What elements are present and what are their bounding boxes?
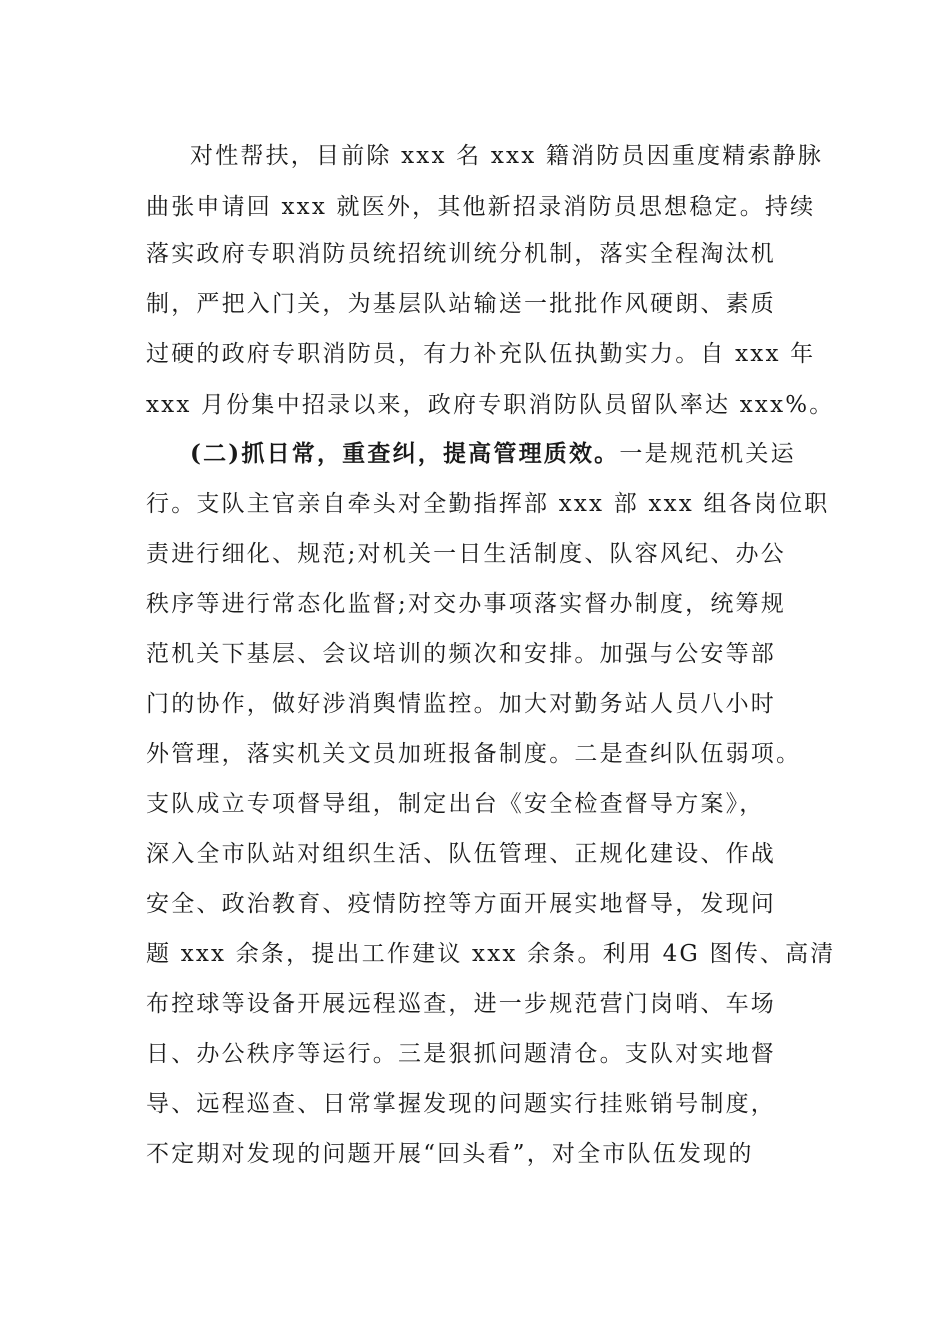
paragraph-heading-line bbox=[190, 430, 816, 478]
text-line: 曲张申请回 xxx 就医外，其他新招录消防员思想稳定。持续 bbox=[146, 194, 816, 220]
text-line: xxx 月份集中招录以来，政府专职消防队员留队率达 xxx%。 bbox=[146, 392, 835, 418]
text-line: 责进行细化、规范;对机关一日生活制度、队容风纪、办公 bbox=[146, 541, 786, 567]
text-line: 外管理，落实机关文员加班报备制度。二是查纠队伍弱项。 bbox=[146, 741, 802, 767]
text-line: 行。支队主官亲自牵头对全勤指挥部 xxx 部 xxx 组各岗位职 bbox=[146, 491, 830, 517]
text-line: 秩序等进行常态化监督;对交办事项落实督办制度，统筹规 bbox=[146, 591, 786, 617]
text-line: 题 xxx 余条，提出工作建议 xxx 余条。利用 4G 图传、高清 bbox=[146, 941, 836, 967]
text-line: 安全、政治教育、疫情防控等方面开展实地督导，发现问 bbox=[146, 891, 776, 917]
text-line: 深入全市队站对组织生活、队伍管理、正规化建设、作战 bbox=[146, 841, 776, 867]
text-span: 一是规范机关运 bbox=[619, 441, 796, 467]
text-line: 落实政府专职消防员统招统训统分机制，落实全程淘汰机 bbox=[146, 241, 776, 267]
text-line: 对性帮扶，目前除 xxx 名 xxx 籍消防员因重度精索静脉 bbox=[190, 143, 824, 169]
text-line: 导、远程巡查、日常掌握发现的问题实行挂账销号制度， bbox=[146, 1091, 776, 1117]
text-line: 范机关下基层、会议培训的频次和安排。加强与公安等部 bbox=[146, 641, 776, 667]
text-line: 不定期对发现的问题开展“回头看”，对全市队伍发现的 bbox=[146, 1141, 754, 1167]
text-line: 日、办公秩序等运行。三是狠抓问题清仓。支队对实地督 bbox=[146, 1041, 776, 1067]
text-line: 制，严把入门关，为基层队站输送一批批作风硬朗、素质 bbox=[146, 291, 776, 317]
text-line: 布控球等设备开展远程巡查，进一步规范营门岗哨、车场 bbox=[146, 991, 776, 1017]
text-line: 门的协作，做好涉消舆情监控。加大对勤务站人员八小时 bbox=[146, 691, 776, 717]
text-line: 过硬的政府专职消防员，有力补充队伍执勤实力。自 xxx 年 bbox=[146, 341, 816, 367]
section-heading: (二)抓日常，重查纠，提高管理质效。 bbox=[190, 440, 620, 467]
text-line: 支队成立专项督导组，制定出台《安全检查督导方案》， bbox=[146, 791, 765, 817]
